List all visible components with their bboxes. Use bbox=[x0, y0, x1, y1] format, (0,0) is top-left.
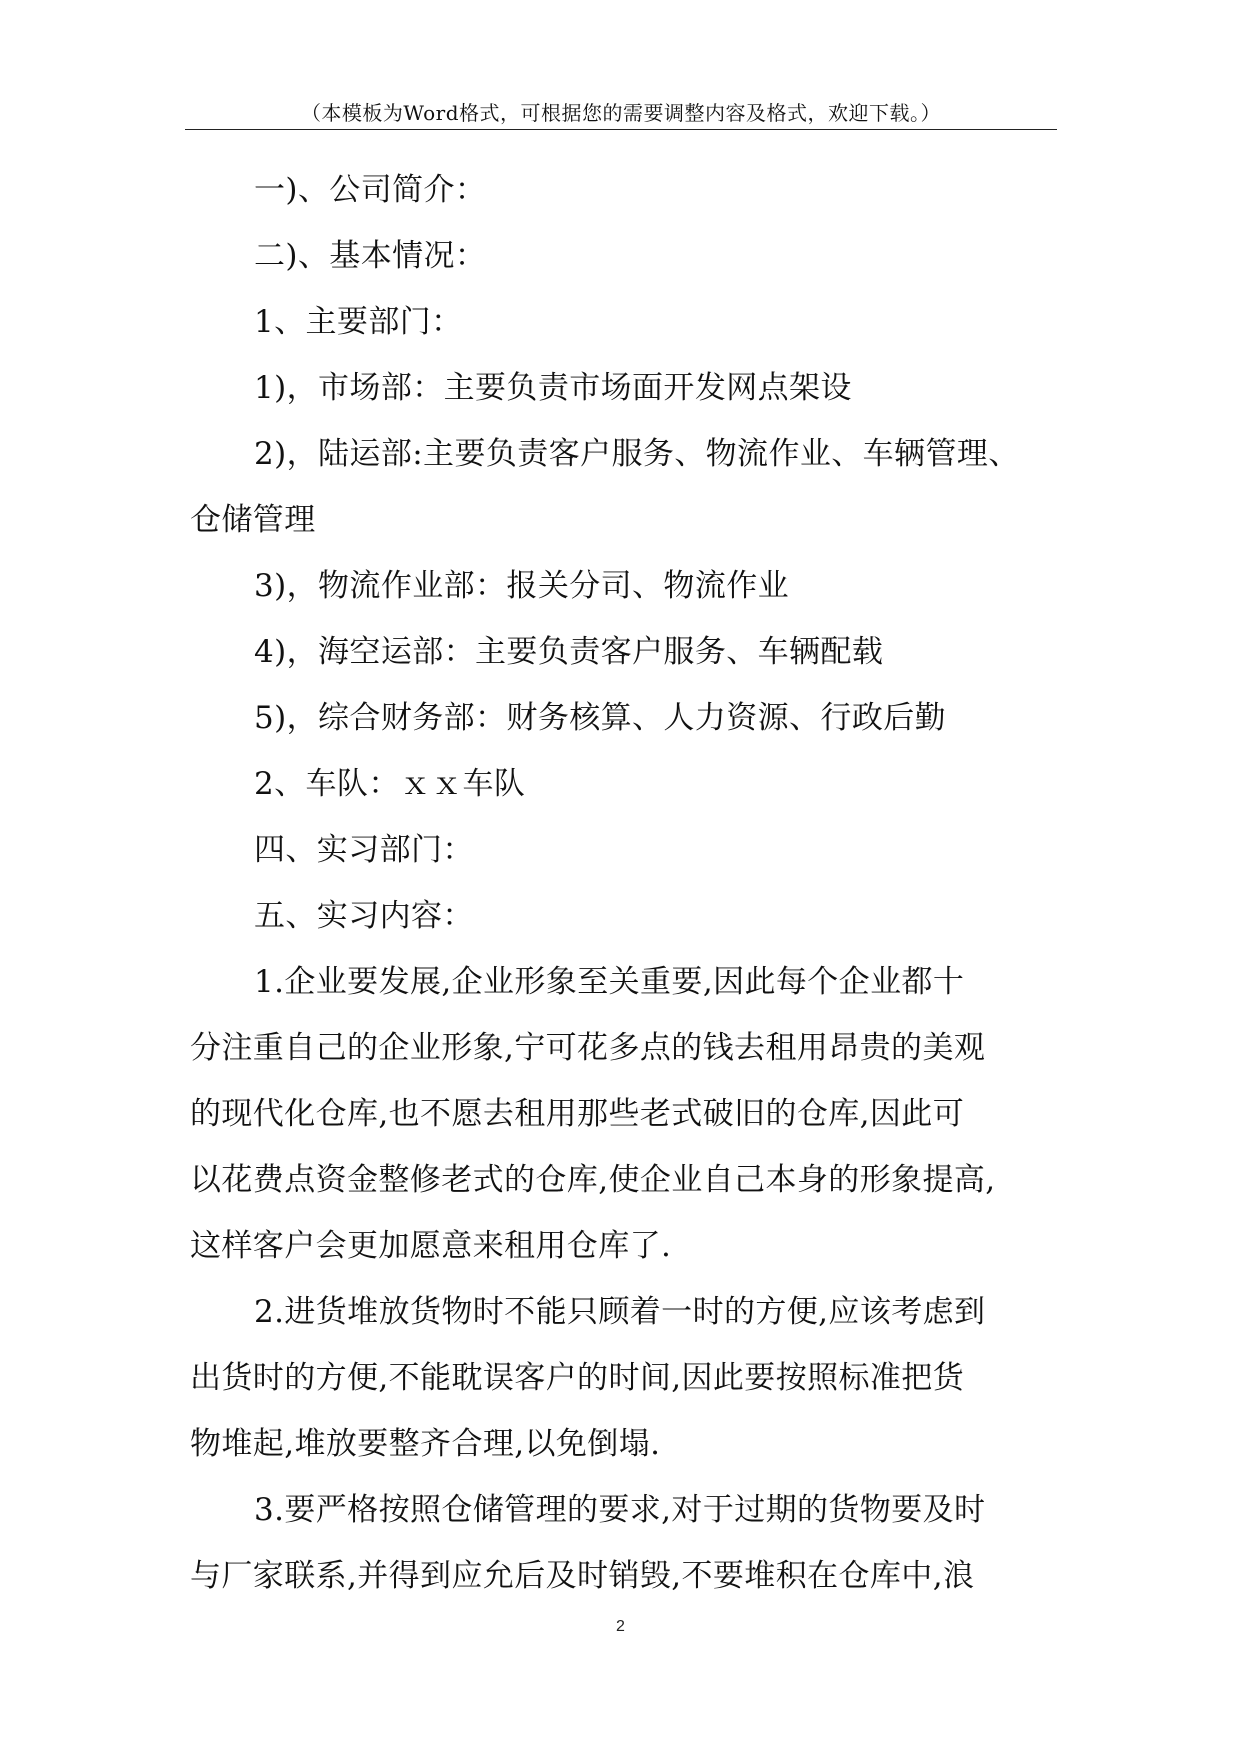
text-line: 的现代化仓库,也不愿去租用那些老式破旧的仓库,因此可 bbox=[190, 1096, 965, 1132]
text-line: 二)、基本情况： bbox=[254, 238, 487, 274]
text-line: 1)，市场部：主要负责市场面开发网点架设 bbox=[254, 370, 852, 406]
text-line: 2.进货堆放货物时不能只顾着一时的方便,应该考虑到 bbox=[254, 1294, 986, 1330]
text-line: 与厂家联系,并得到应允后及时销毁,不要堆积在仓库中,浪 bbox=[190, 1558, 975, 1594]
text-line: 这样客户会更加愿意来租用仓库了. bbox=[190, 1228, 672, 1264]
text-line: 1.企业要发展,企业形象至关重要,因此每个企业都十 bbox=[254, 964, 965, 1000]
text-line: 一)、公司简介： bbox=[254, 172, 487, 208]
text-line: 出货时的方便,不能耽误客户的时间,因此要按照标准把货 bbox=[190, 1360, 965, 1396]
text-line: 四、实习部门： bbox=[254, 832, 474, 868]
text-line: 5)，综合财务部：财务核算、人力资源、行政后勤 bbox=[254, 700, 947, 736]
text-line: 3.要严格按照仓储管理的要求,对于过期的货物要及时 bbox=[254, 1492, 986, 1528]
header-divider bbox=[185, 129, 1057, 130]
text-line: 五、实习内容： bbox=[254, 898, 474, 934]
text-line: 4)，海空运部：主要负责客户服务、车辆配载 bbox=[254, 634, 884, 670]
text-line: 仓储管理 bbox=[190, 502, 316, 538]
text-line: 分注重自己的企业形象,宁可花多点的钱去租用昂贵的美观 bbox=[190, 1030, 986, 1066]
text-line: 2)，陆运部:主要负责客户服务、物流作业、车辆管理、 bbox=[254, 436, 1020, 472]
text-line: 3)，物流作业部：报关分司、物流作业 bbox=[254, 568, 790, 604]
text-line: 1、主要部门： bbox=[254, 304, 463, 340]
document-body bbox=[190, 157, 1058, 1609]
page-number: 2 bbox=[616, 1618, 625, 1635]
header-note: （本模板为Word格式，可根据您的需要调整内容及格式，欢迎下载。） bbox=[300, 101, 942, 125]
text-line: 2、车队：ｘｘ车队 bbox=[254, 766, 526, 802]
text-line: 以花费点资金整修老式的仓库,使企业自己本身的形象提高, bbox=[190, 1162, 996, 1198]
text-line: 物堆起,堆放要整齐合理,以免倒塌. bbox=[190, 1426, 661, 1462]
